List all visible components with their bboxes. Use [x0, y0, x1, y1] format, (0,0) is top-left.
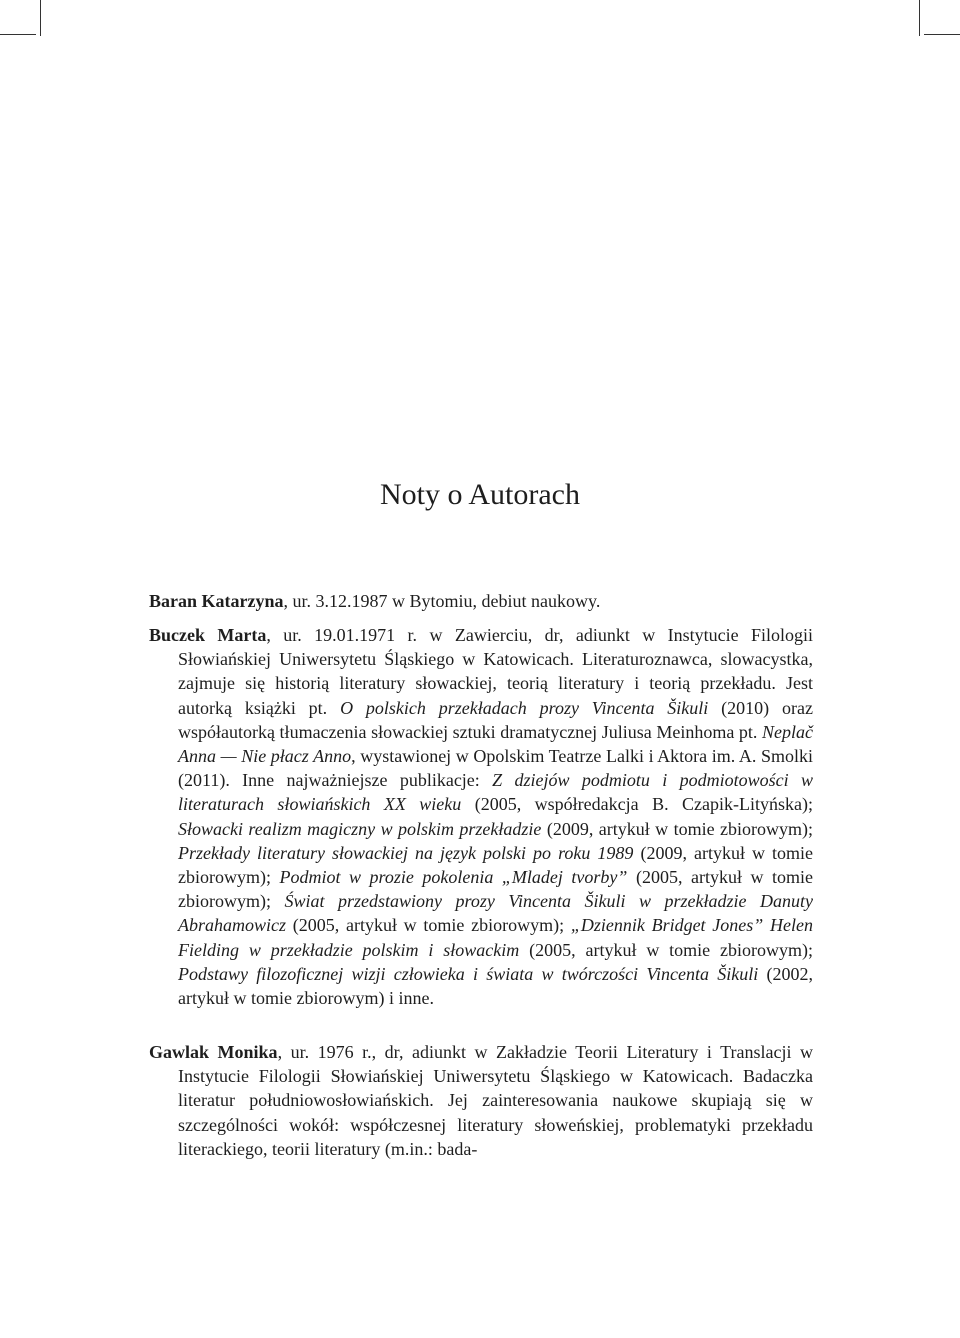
- bio-text: (2009, artykuł w tomie zbiorowym);: [178, 842, 813, 888]
- author-name: Baran Katarzyna: [149, 591, 284, 611]
- bio-text: (2009, artykuł w tomie zbiorowym);: [541, 818, 813, 839]
- bio-text: (2005, współredakcja B. Czapik-Lityńska);: [461, 794, 813, 815]
- cited-title: Świat przedstawiony prozy Vincenta Šikuli w przekładzie Danuty Abrahamowicz: [178, 891, 814, 936]
- bio-text: (2010) oraz współautorką tłumaczenia słowackiej sztuki dramatycznej Juliusa Meinhoma pt.: [178, 697, 813, 742]
- bio-text: , wystawionej w Opolskim Teatrze Lalki i Aktora im. A. Smolki (2011). Inne najważniejsze publikacje:: [178, 746, 813, 791]
- crop-mark-left-horizontal: [0, 34, 36, 35]
- author-bio: [178, 625, 813, 1008]
- cited-title: „Dziennik Bridget Jones” Helen Fielding w przekładzie polskim i słowackim: [178, 915, 813, 960]
- cited-title: Słowacki realizm magiczny w polskim przekładzie: [178, 818, 542, 839]
- cited-title: Podmiot w prozie pokolenia „Mladej tvorby”: [279, 867, 628, 888]
- cited-title: Neplač Anna — Nie płacz Anno: [178, 721, 813, 767]
- cited-title: Podstawy filozoficznej wizji człowieka i świata w twórczości Vincenta Šikuli: [178, 963, 759, 984]
- page-title: Noty o Autorach: [380, 478, 580, 511]
- bio-text: (2005, artykuł w tomie zbiorowym);: [178, 867, 813, 912]
- cited-title: Z dziejów podmiotu i podmiotowości w literaturach słowiańskich XX wieku: [178, 770, 813, 815]
- author-bio: [284, 591, 601, 611]
- bio-text: (2002, artykuł w tomie zbiorowym) i inne.: [178, 963, 813, 1009]
- bio-text: , ur. 3.12.1987 w Bytomiu, debiut naukowy.: [283, 591, 601, 611]
- bio-text: (2005, artykuł w tomie zbiorowym);: [286, 915, 571, 936]
- bio-text: (2005, artykuł w tomie zbiorowym);: [519, 939, 814, 960]
- author-note: [149, 589, 813, 613]
- author-name: Buczek Marta: [149, 625, 267, 645]
- bio-text: , ur. 19.01.1971 r. w Zawierciu, dr, adiunkt w Instytucie Filologii Słowiańskiej Uniwersytetu Śląskiego w Katowicach. Literaturoznawca, slowacystka, zajmuje się historią literatury słowackiej, teorią literatury i teorią przekładu. Jest autorką książki pt.: [178, 625, 814, 718]
- author-note: [149, 623, 813, 1010]
- cited-title: O polskich przekładach prozy Vincenta Šikuli: [340, 697, 709, 718]
- author-note: [149, 1040, 813, 1161]
- crop-mark-left-vertical: [40, 0, 41, 36]
- author-name: Gawlak Monika: [149, 1042, 278, 1062]
- cited-title: Przekłady literatury słowackiej na język polski po roku 1989: [178, 842, 634, 863]
- crop-mark-right-horizontal: [924, 34, 960, 35]
- bio-text: , ur. 1976 r., dr, adiunkt w Zakładzie Teorii Literatury i Translacji w Instytucie Filologii Słowiańskiej Uniwersytetu Śląskiego w Katowicach. Badaczka literatur południowosłowiańskich. Jej zainteresowania naukowe skupiają się w szczególności wokół: współczesnej literatury słoweńskiej, problematyki przekładu literackiego, teorii literatury (m.in.: bada-: [178, 1042, 813, 1159]
- crop-mark-right-vertical: [919, 0, 920, 36]
